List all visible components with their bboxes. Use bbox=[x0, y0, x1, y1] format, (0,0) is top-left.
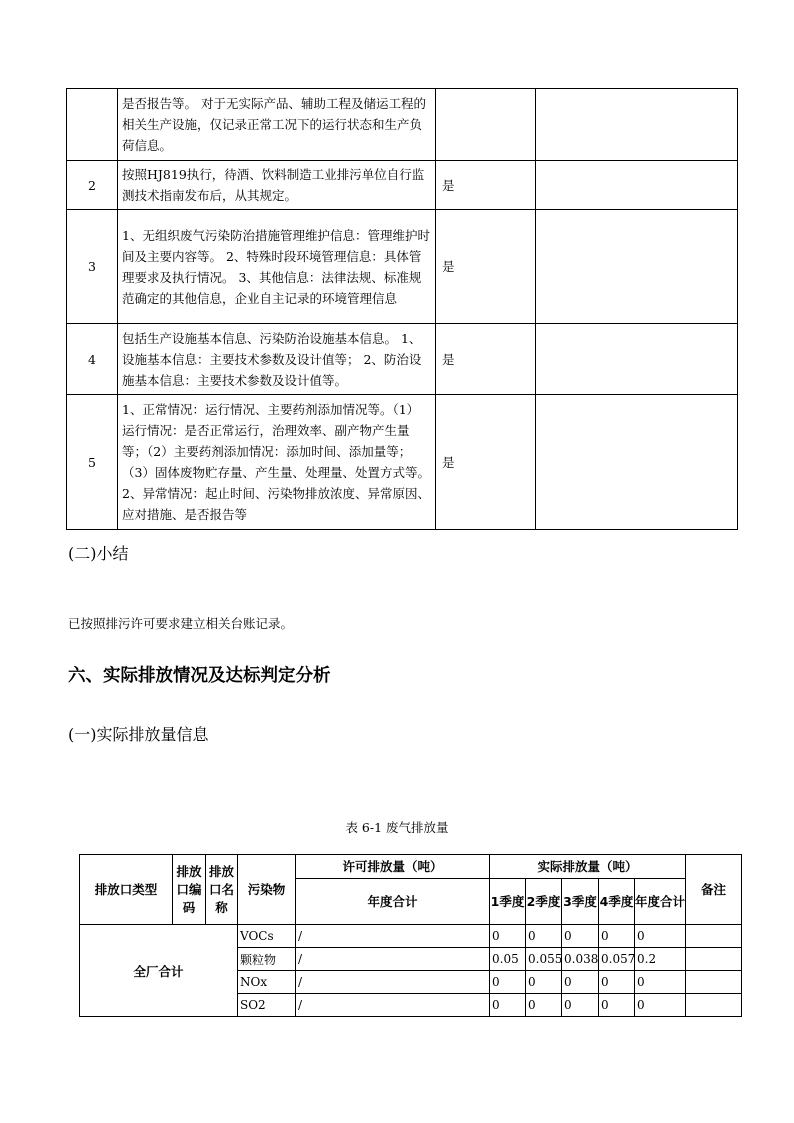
header-q2: 2季度 bbox=[526, 879, 562, 925]
q2-cell: 0.055 bbox=[526, 948, 562, 971]
q3-cell: 0.038 bbox=[562, 948, 599, 971]
header-q1: 1季度 bbox=[490, 879, 526, 925]
row-number: 4 bbox=[67, 324, 118, 395]
table-row bbox=[67, 89, 738, 161]
header-remark: 备注 bbox=[686, 855, 742, 925]
subsection-title: (一)实际排放量信息 bbox=[68, 725, 209, 744]
row-note bbox=[536, 395, 738, 530]
remark-cell bbox=[686, 948, 742, 971]
pollutant-cell: SO2 bbox=[238, 994, 296, 1017]
q4-cell: 0 bbox=[599, 925, 635, 948]
row-number bbox=[67, 89, 118, 161]
total-label: 全厂合计 bbox=[80, 925, 238, 1017]
q2-cell: 0 bbox=[526, 925, 562, 948]
row-status: 是 bbox=[436, 161, 536, 210]
table-row bbox=[67, 210, 738, 324]
header-permitted: 许可排放量（吨） bbox=[296, 855, 490, 879]
row-description: 1、正常情况：运行情况、主要药剂添加情况等。（1）运行情况：是否正常运行，治理效率、副产物产生量等；（2）主要药剂添加情况：添加时间、添加量等；（3）固体废物贮存量、产生量、处理量、处置方式等。 2、异常情况：起止时间、污染物排放浓度、异常原因、应对措施、是否报告等 bbox=[118, 395, 436, 530]
row-status bbox=[436, 89, 536, 161]
row-note bbox=[536, 210, 738, 324]
remark-cell bbox=[686, 971, 742, 994]
permitted-cell: / bbox=[296, 971, 490, 994]
q1-cell: 0 bbox=[490, 971, 526, 994]
row-description: 是否报告等。 对于无实际产品、辅助工程及储运工程的相关生产设施，仅记录正常工况下的运行状态和生产负荷信息。 bbox=[118, 89, 436, 161]
annual-cell: 0 bbox=[635, 971, 686, 994]
annual-cell: 0 bbox=[635, 994, 686, 1017]
table-row bbox=[67, 395, 738, 530]
q3-cell: 0 bbox=[562, 925, 599, 948]
q2-cell: 0 bbox=[526, 971, 562, 994]
header-outlet-code: 排放口编码 bbox=[173, 855, 206, 925]
header-q3: 3季度 bbox=[562, 879, 599, 925]
pollutant-cell: NOx bbox=[238, 971, 296, 994]
row-description: 1、无组织废气污染防治措施管理维护信息：管理维护时间及主要内容等。 2、特殊时段环境管理信息：具体管理要求及执行情况。 3、其他信息：法律法规、标准规范确定的其他信息，企业自主记录的环境管理信息 bbox=[118, 210, 436, 324]
row-status: 是 bbox=[436, 395, 536, 530]
header-q4: 4季度 bbox=[599, 879, 635, 925]
q4-cell: 0 bbox=[599, 971, 635, 994]
row-number: 5 bbox=[67, 395, 118, 530]
permitted-cell: / bbox=[296, 948, 490, 971]
permitted-cell: / bbox=[296, 925, 490, 948]
emission-table bbox=[79, 854, 742, 1017]
q4-cell: 0 bbox=[599, 994, 635, 1017]
header-row bbox=[80, 855, 742, 879]
pollutant-cell: 颗粒物 bbox=[238, 948, 296, 971]
remark-cell bbox=[686, 994, 742, 1017]
q3-cell: 0 bbox=[562, 994, 599, 1017]
table-caption: 表 6-1 废气排放量 bbox=[345, 820, 449, 835]
header-outlet-name: 排放口名称 bbox=[206, 855, 238, 925]
row-number: 3 bbox=[67, 210, 118, 324]
q4-cell: 0.057 bbox=[599, 948, 635, 971]
summary-heading: (二)小结 bbox=[68, 544, 129, 563]
table-row bbox=[67, 161, 738, 210]
annual-cell: 0.2 bbox=[635, 948, 686, 971]
row-note bbox=[536, 324, 738, 395]
row-status: 是 bbox=[436, 324, 536, 395]
annual-cell: 0 bbox=[635, 925, 686, 948]
row-description: 按照HJ819执行，待酒、饮料制造工业排污单位自行监测技术指南发布后，从其规定。 bbox=[118, 161, 436, 210]
q1-cell: 0 bbox=[490, 994, 526, 1017]
table-row bbox=[67, 324, 738, 395]
record-requirements-table bbox=[66, 88, 738, 530]
q2-cell: 0 bbox=[526, 994, 562, 1017]
row-note bbox=[536, 161, 738, 210]
permitted-cell: / bbox=[296, 994, 490, 1017]
q1-cell: 0.05 bbox=[490, 948, 526, 971]
pollutant-cell: VOCs bbox=[238, 925, 296, 948]
q3-cell: 0 bbox=[562, 971, 599, 994]
row-status: 是 bbox=[436, 210, 536, 324]
remark-cell bbox=[686, 925, 742, 948]
header-annual: 年度合计 bbox=[635, 879, 686, 925]
row-description: 包括生产设施基本信息、污染防治设施基本信息。 1、设施基本信息：主要技术参数及设计值等； 2、防治设施基本信息：主要技术参数及设计值等。 bbox=[118, 324, 436, 395]
section-title: 六、实际排放情况及达标判定分析 bbox=[68, 666, 331, 686]
table-row bbox=[80, 925, 742, 948]
header-actual: 实际排放量（吨） bbox=[490, 855, 686, 879]
row-note bbox=[536, 89, 738, 161]
row-number: 2 bbox=[67, 161, 118, 210]
summary-text: 已按照排污许可要求建立相关台账记录。 bbox=[68, 616, 294, 631]
q1-cell: 0 bbox=[490, 925, 526, 948]
header-permitted-annual: 年度合计 bbox=[296, 879, 490, 925]
header-outlet-type: 排放口类型 bbox=[80, 855, 173, 925]
header-pollutant: 污染物 bbox=[238, 855, 296, 925]
